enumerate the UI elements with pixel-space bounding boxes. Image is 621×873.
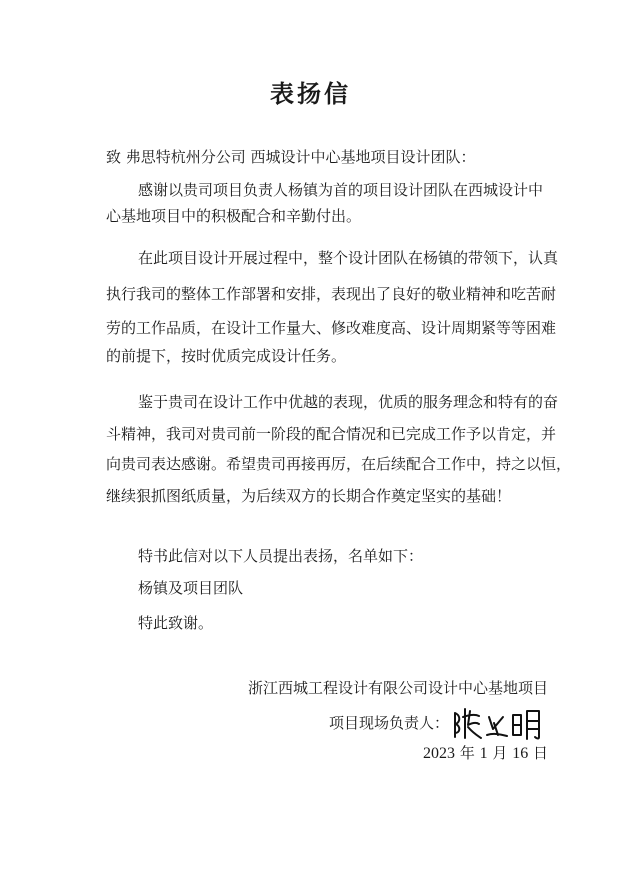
closing-text: 特此致谢。 (138, 614, 214, 632)
letter-date (423, 743, 548, 764)
paragraph3-line2: 斗精神，我司对贵司前一阶段的配合情况和已完成工作予以肯定，并 (106, 425, 557, 443)
date-year: 2023 (423, 745, 456, 762)
signer-row (329, 705, 551, 741)
paragraph3-line4: 继续狠抓图纸质量，为后续双方的长期合作奠定坚实的基础！ (106, 487, 512, 505)
organization-name: 浙江西城工程设计有限公司设计中心基地项目 (247, 679, 548, 697)
paragraph1-line1: 感谢以贵司项目负责人杨镇为首的项目设计团队在西城设计中 (138, 181, 544, 199)
paragraph3-line1: 鉴于贵司在设计工作中优越的表现，优质的服务理念和特有的奋 (138, 393, 559, 411)
paragraph2-line2: 执行我司的整体工作部署和安排，表现出了良好的敬业精神和吃苦耐 (106, 285, 557, 303)
date-month: 1 (479, 745, 488, 762)
list-item: 杨镇及项目团队 (138, 579, 244, 597)
date-day-unit: 日 (532, 744, 548, 762)
handwritten-signature (451, 705, 551, 741)
date-year-unit: 年 (459, 744, 475, 762)
letter-title: 表扬信 (270, 80, 351, 108)
salutation: 致 弗思特杭州分公司 西城设计中心基地项目设计团队： (106, 148, 476, 166)
paragraph2-line1: 在此项目设计开展过程中，整个设计团队在杨镇的带领下，认真 (138, 249, 559, 267)
paragraph1-line2: 心基地项目中的积极配合和辛勤付出。 (106, 207, 362, 225)
paragraph2-line3: 劳的工作品质，在设计工作量大、修改难度高、设计周期紧等等困难 (106, 319, 557, 337)
paragraph3-line3: 向贵司表达感谢。希望贵司再接再厉，在后续配合工作中，持之以恒， (106, 455, 572, 473)
date-month-unit: 月 (492, 744, 508, 762)
paragraph2-line4: 的前提下，按时优质完成设计任务。 (106, 347, 347, 365)
signer-label: 项目现场负责人： (328, 714, 449, 732)
list-intro: 特书此信对以下人员提出表扬，名单如下： (138, 547, 424, 565)
date-day: 16 (512, 745, 529, 762)
